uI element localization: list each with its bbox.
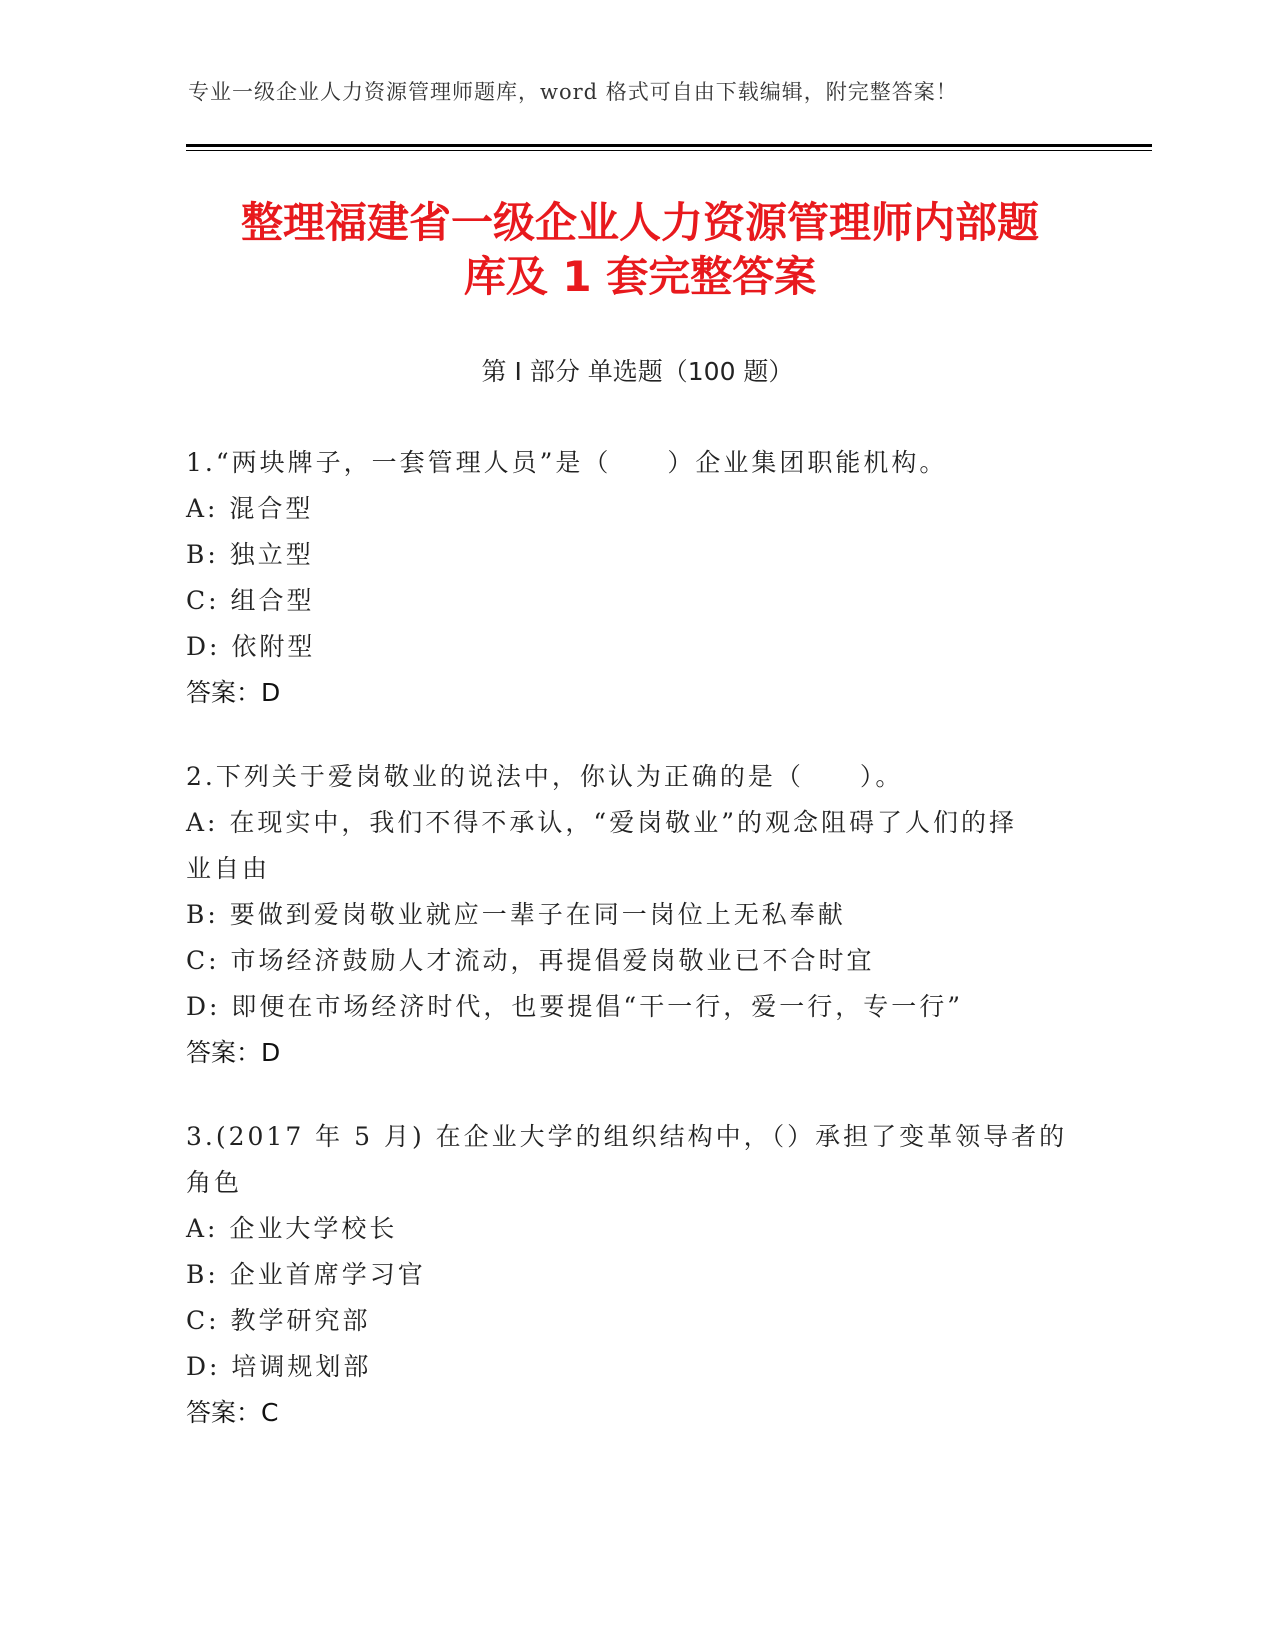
option-a: A: 企业大学校长	[186, 1214, 398, 1243]
question-stem: 3.(2017 年 5 月) 在企业大学的组织结构中，（）承担了变革领导者的	[186, 1122, 1068, 1151]
question-stem-continued: 角色	[186, 1168, 243, 1197]
document-title-line-1: 整理福建省一级企业人力资源管理师内部题	[240, 198, 1039, 247]
answer: 答案：D	[186, 678, 281, 707]
question-list	[186, 440, 1086, 1474]
document-title-line-2: 库及 1 套完整答案	[463, 252, 817, 301]
option-b: B: 企业首席学习官	[186, 1260, 426, 1289]
question-2	[186, 754, 1086, 1076]
option-c: C: 市场经济鼓励人才流动，再提倡爱岗敬业已不合时宜	[186, 946, 875, 975]
option-c: C: 组合型	[186, 586, 315, 615]
option-d: D: 依附型	[186, 632, 316, 661]
option-c: C: 教学研究部	[186, 1306, 371, 1335]
option-d: D: 即便在市场经济时代，也要提倡“干一行，爱一行，专一行”	[186, 992, 963, 1021]
answer: 答案：D	[186, 1038, 281, 1067]
question-1	[186, 440, 1086, 716]
option-a: A: 混合型	[186, 494, 314, 523]
section-title: 第 I 部分 单选题（100 题）	[481, 357, 794, 386]
page-header: 专业一级企业人力资源管理师题库，word 格式可自由下载编辑，附完整答案！	[188, 80, 958, 104]
question-stem: 1.“两块牌子，一套管理人员”是（ ）企业集团职能机构。	[186, 448, 948, 477]
header-rule-thick	[186, 144, 1152, 147]
option-d: D: 培调规划部	[186, 1352, 372, 1381]
document-title	[160, 196, 1120, 304]
header-rule-thin	[186, 150, 1152, 151]
question-3	[186, 1114, 1086, 1436]
question-stem: 2.下列关于爱岗敬业的说法中，你认为正确的是（ ）。	[186, 762, 904, 791]
option-a: A: 在现实中，我们不得不承认，“爱岗敬业”的观念阻碍了人们的择	[186, 808, 1017, 837]
option-b: B: 独立型	[186, 540, 314, 569]
option-b: B: 要做到爱岗敬业就应一辈子在同一岗位上无私奉献	[186, 900, 846, 929]
option-a-continued: 业自由	[186, 854, 271, 883]
answer: 答案：C	[186, 1398, 279, 1427]
